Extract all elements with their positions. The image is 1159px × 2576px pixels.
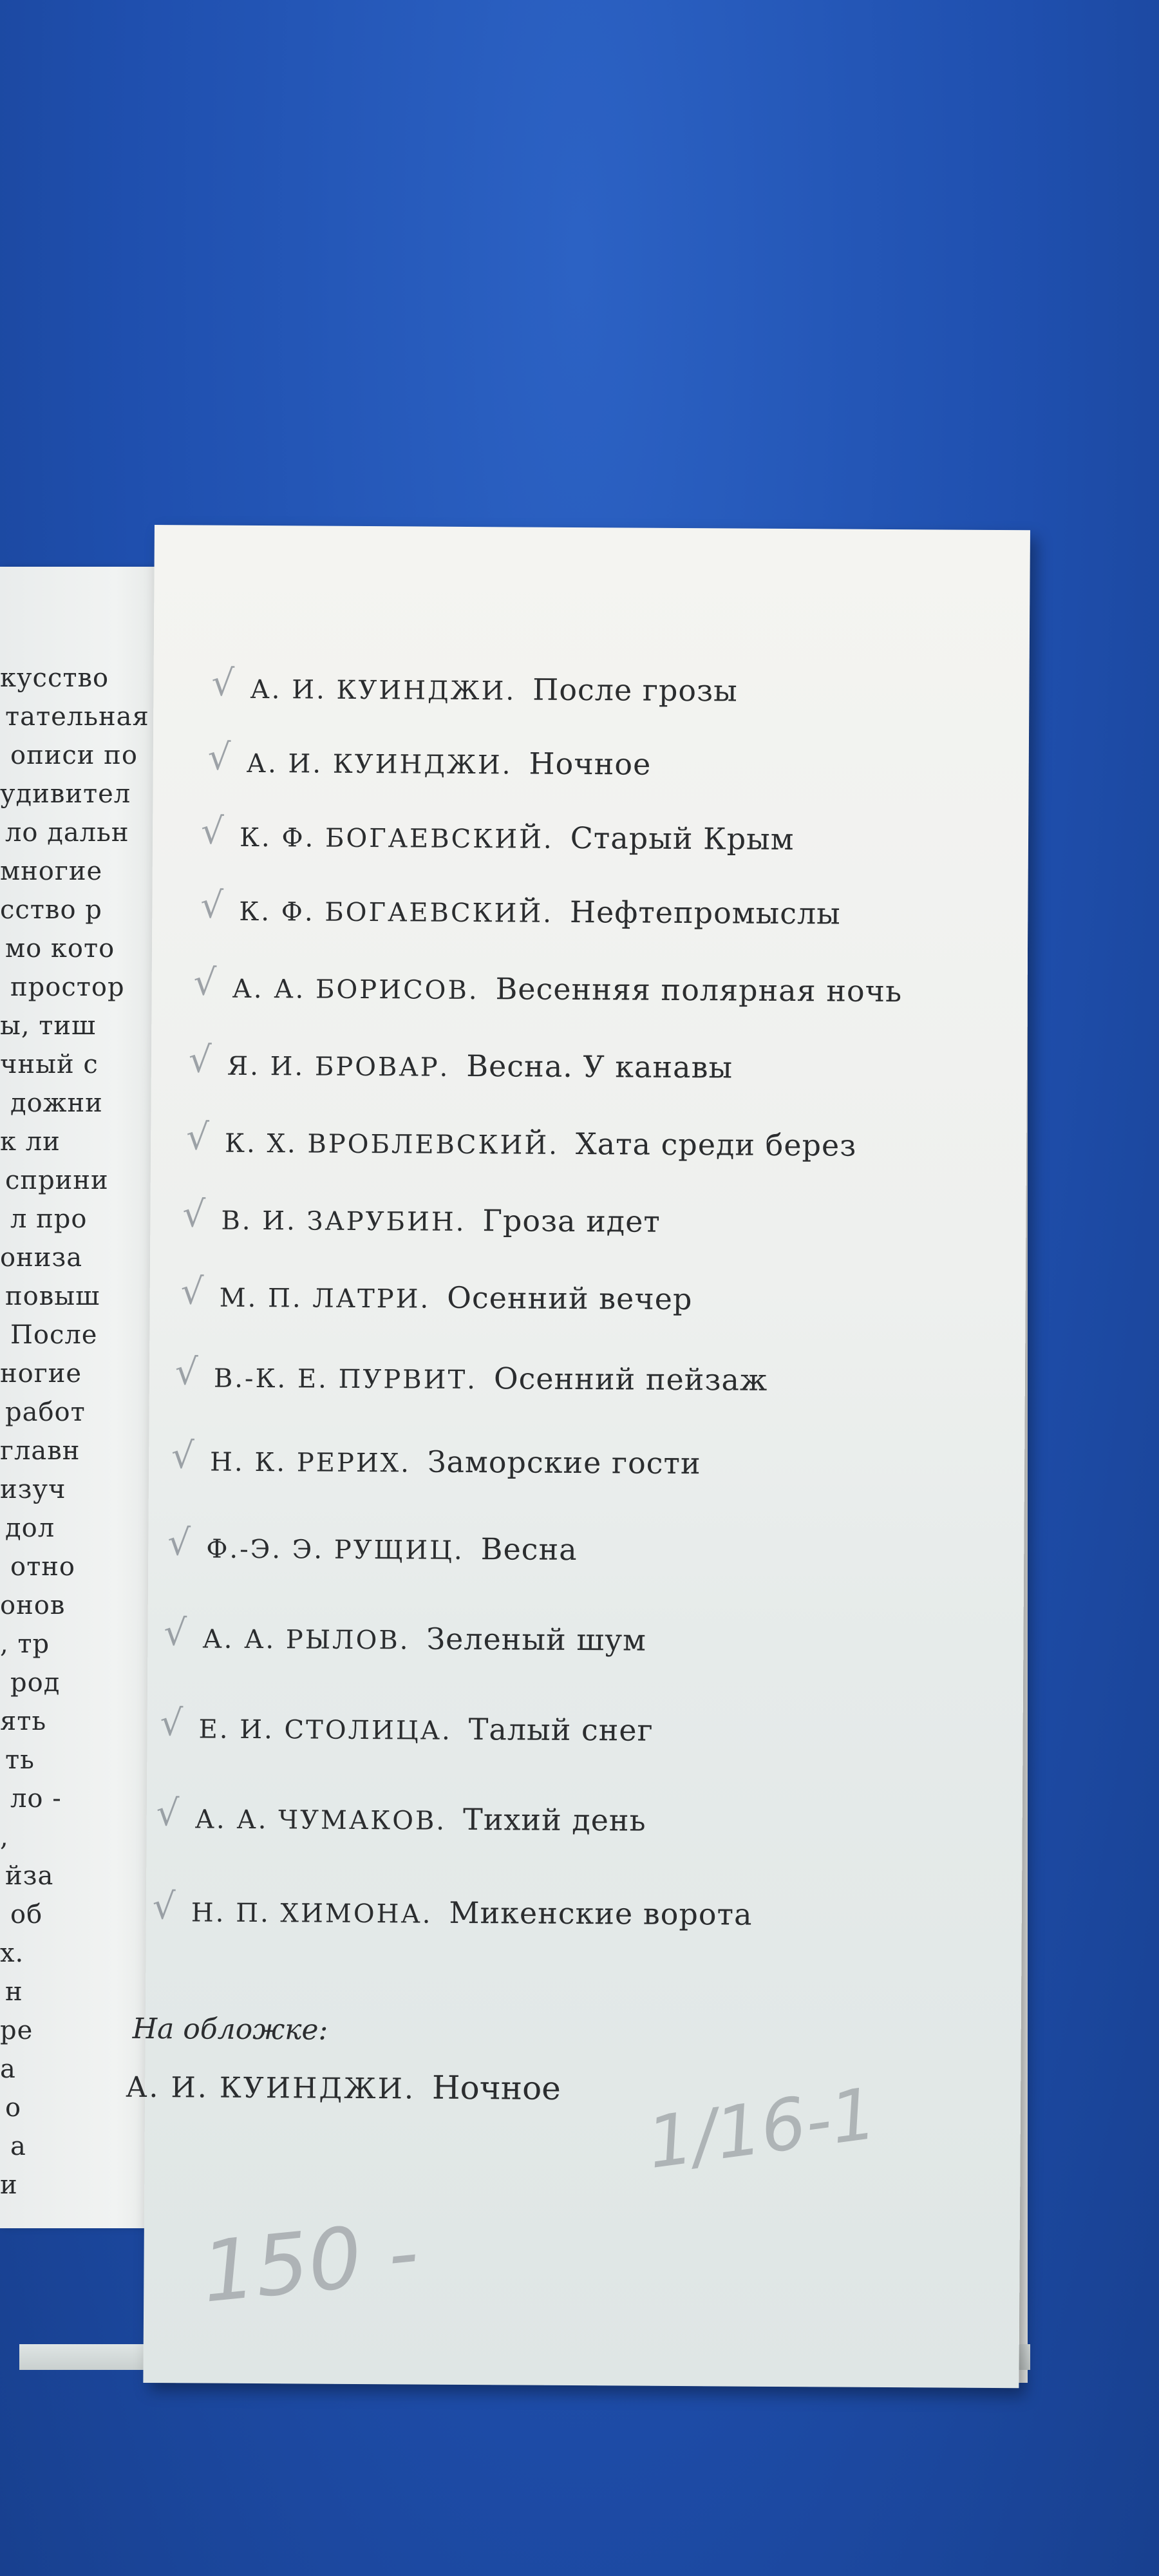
left-page-text-fragment: ло - [10, 1784, 62, 1814]
contents-entry [221, 1202, 661, 1239]
entry-author: К. Ф. БОГАЕВСКИЙ. [239, 896, 554, 929]
contents-entry [225, 1124, 857, 1163]
check-mark-icon: √ [174, 1351, 198, 1394]
left-page-text-fragment: многие [0, 857, 103, 886]
entry-author: Ф.-Э. Э. РУЩИЦ. [206, 1534, 464, 1566]
contents-entry [210, 1443, 701, 1481]
pencil-code-mark: 1/16-1 [642, 2072, 881, 2184]
contents-entry [195, 1800, 646, 1837]
check-mark-icon: √ [180, 1271, 204, 1313]
left-page-text-fragment: н [5, 1977, 23, 2007]
left-page-text-fragment: изуч [0, 1475, 66, 1504]
entry-title: Осенний пейзаж [493, 1361, 768, 1397]
check-mark-icon: √ [167, 1522, 191, 1564]
entry-author: А. И. КУИНДЖИ. [246, 748, 513, 781]
entry-author: Н. П. ХИМОНА. [191, 1898, 433, 1929]
cover-entry [126, 2067, 561, 2107]
left-page-text-fragment: об [10, 1900, 43, 1929]
entry-title: Талый снег [468, 1712, 654, 1748]
entry-title: Ночное [529, 746, 652, 782]
left-page-text-fragment: ть [5, 1745, 35, 1775]
check-mark-icon: √ [193, 961, 217, 1004]
entry-title: Заморские гости [427, 1444, 701, 1481]
left-page-text-fragment: , тр [0, 1629, 50, 1659]
entry-author: А. А. ЧУМАКОВ. [194, 1804, 447, 1836]
contents-page [126, 525, 1030, 2388]
left-page-text-fragment: йза [5, 1861, 54, 1891]
left-page-text-fragment: отно [10, 1552, 75, 1582]
left-page-text-fragment: чный с [0, 1050, 99, 1079]
left-page-text-fragment: кусство [0, 663, 109, 693]
left-page-text-fragment: сство р [0, 895, 102, 925]
left-page-text-fragment: род [10, 1668, 61, 1698]
entry-author: А. А. РЫЛОВ. [202, 1624, 410, 1656]
cover-author: А. И. КУИНДЖИ. [126, 2070, 416, 2106]
check-mark-icon: √ [164, 1612, 187, 1654]
cover-label: На обложке: [132, 2012, 328, 2047]
contents-entry [198, 1710, 653, 1747]
entry-title: Весна [480, 1531, 578, 1567]
entry-author: К. Ф. БОГАЕВСКИЙ. [239, 822, 554, 855]
check-mark-icon: √ [152, 1886, 176, 1928]
left-page-text-fragment: простор [10, 972, 125, 1002]
left-page-text-fragment: онов [0, 1591, 66, 1620]
left-page-text-fragment: работ [5, 1397, 86, 1427]
check-mark-icon: √ [211, 662, 235, 705]
left-page-text-fragment: и [0, 2170, 18, 2200]
left-page-text-fragment: ногие [0, 1359, 82, 1388]
cover-title: Ночное [431, 2069, 561, 2107]
entry-title: Гроза идет [482, 1203, 661, 1239]
left-page-text-fragment: повыш [5, 1282, 100, 1311]
contents-entry [232, 970, 902, 1009]
entry-author: Е. И. СТОЛИЦА. [198, 1714, 452, 1746]
entry-author: В. И. ЗАРУБИН. [221, 1206, 466, 1237]
contents-entry [191, 1893, 753, 1931]
contents-entry [250, 670, 738, 708]
entry-author: М. П. ЛАТРИ. [219, 1283, 431, 1314]
check-mark-icon: √ [156, 1792, 180, 1835]
entry-title: Тихий день [462, 1801, 646, 1838]
left-page-text-fragment: мо кото [5, 934, 115, 963]
left-page-text-fragment: , [0, 1823, 9, 1852]
left-page-text-fragment: к ли [0, 1127, 61, 1157]
contents-entry [227, 1047, 733, 1085]
left-page-text-fragment: дожни [10, 1088, 103, 1118]
left-page-text-fragment: ре [0, 2016, 33, 2045]
entry-title: Весна. У канавы [466, 1048, 733, 1085]
left-page-text-fragment: После [10, 1320, 98, 1350]
left-page-text-fragment: ы, тиш [0, 1011, 97, 1041]
left-page-text-fragment: тательная [5, 702, 149, 732]
entry-author: Н. К. РЕРИХ. [209, 1447, 411, 1479]
left-page-text-fragment: удивител [0, 779, 131, 809]
contents-entry [214, 1359, 768, 1397]
left-page-text-fragment: ять [0, 1707, 47, 1736]
contents-entry [239, 893, 841, 931]
entry-author: Я. И. БРОВАР. [227, 1051, 450, 1083]
left-page-text-fragment: а [0, 2054, 16, 2084]
left-page-text-fragment: главн [0, 1436, 80, 1466]
entry-title: Нефтепромыслы [569, 894, 841, 931]
left-page-text-fragment: о [5, 2093, 22, 2123]
check-mark-icon: √ [188, 1039, 212, 1081]
check-mark-icon: √ [207, 736, 231, 779]
entry-title: После грозы [532, 672, 738, 708]
left-page-text-fragment: х. [0, 1938, 24, 1968]
contents-entry [206, 1530, 578, 1567]
entry-title: Старый Крым [570, 820, 795, 857]
check-mark-icon: √ [185, 1116, 210, 1159]
left-page-text-fragment: а [10, 2132, 26, 2161]
check-mark-icon: √ [200, 884, 224, 927]
left-page-text-fragment: л про [10, 1204, 88, 1234]
entry-author: В.-К. Е. ПУРВИТ. [213, 1363, 478, 1396]
contents-entry [240, 819, 795, 857]
left-page-text-fragment: описи по [10, 741, 138, 770]
entry-author: А. И. КУИНДЖИ. [250, 674, 516, 706]
entry-title: Хата среди берез [575, 1126, 857, 1163]
left-page-text-fragment: дол [5, 1513, 55, 1543]
entry-author: А. А. БОРИСОВ. [232, 974, 479, 1006]
entry-title: Зеленый шум [426, 1621, 647, 1658]
check-mark-icon: √ [171, 1435, 195, 1477]
check-mark-icon: √ [182, 1193, 206, 1236]
contents-entry [247, 744, 652, 782]
check-mark-icon: √ [200, 810, 224, 853]
contents-entry [202, 1620, 646, 1657]
contents-entry [220, 1279, 693, 1316]
pencil-price-mark: 150 - [197, 2202, 423, 2322]
left-page-text-fragment: ониза [0, 1243, 83, 1273]
left-page-text-fragment: ло дальн [5, 818, 129, 848]
entry-title: Весенняя полярная ночь [495, 971, 903, 1009]
entry-title: Осенний вечер [447, 1280, 693, 1317]
left-page-text-fragment: сприни [5, 1166, 109, 1195]
check-mark-icon: √ [160, 1702, 184, 1745]
entry-author: К. Х. ВРОБЛЕВСКИЙ. [224, 1128, 560, 1160]
entry-title: Микенские ворота [449, 1895, 753, 1932]
